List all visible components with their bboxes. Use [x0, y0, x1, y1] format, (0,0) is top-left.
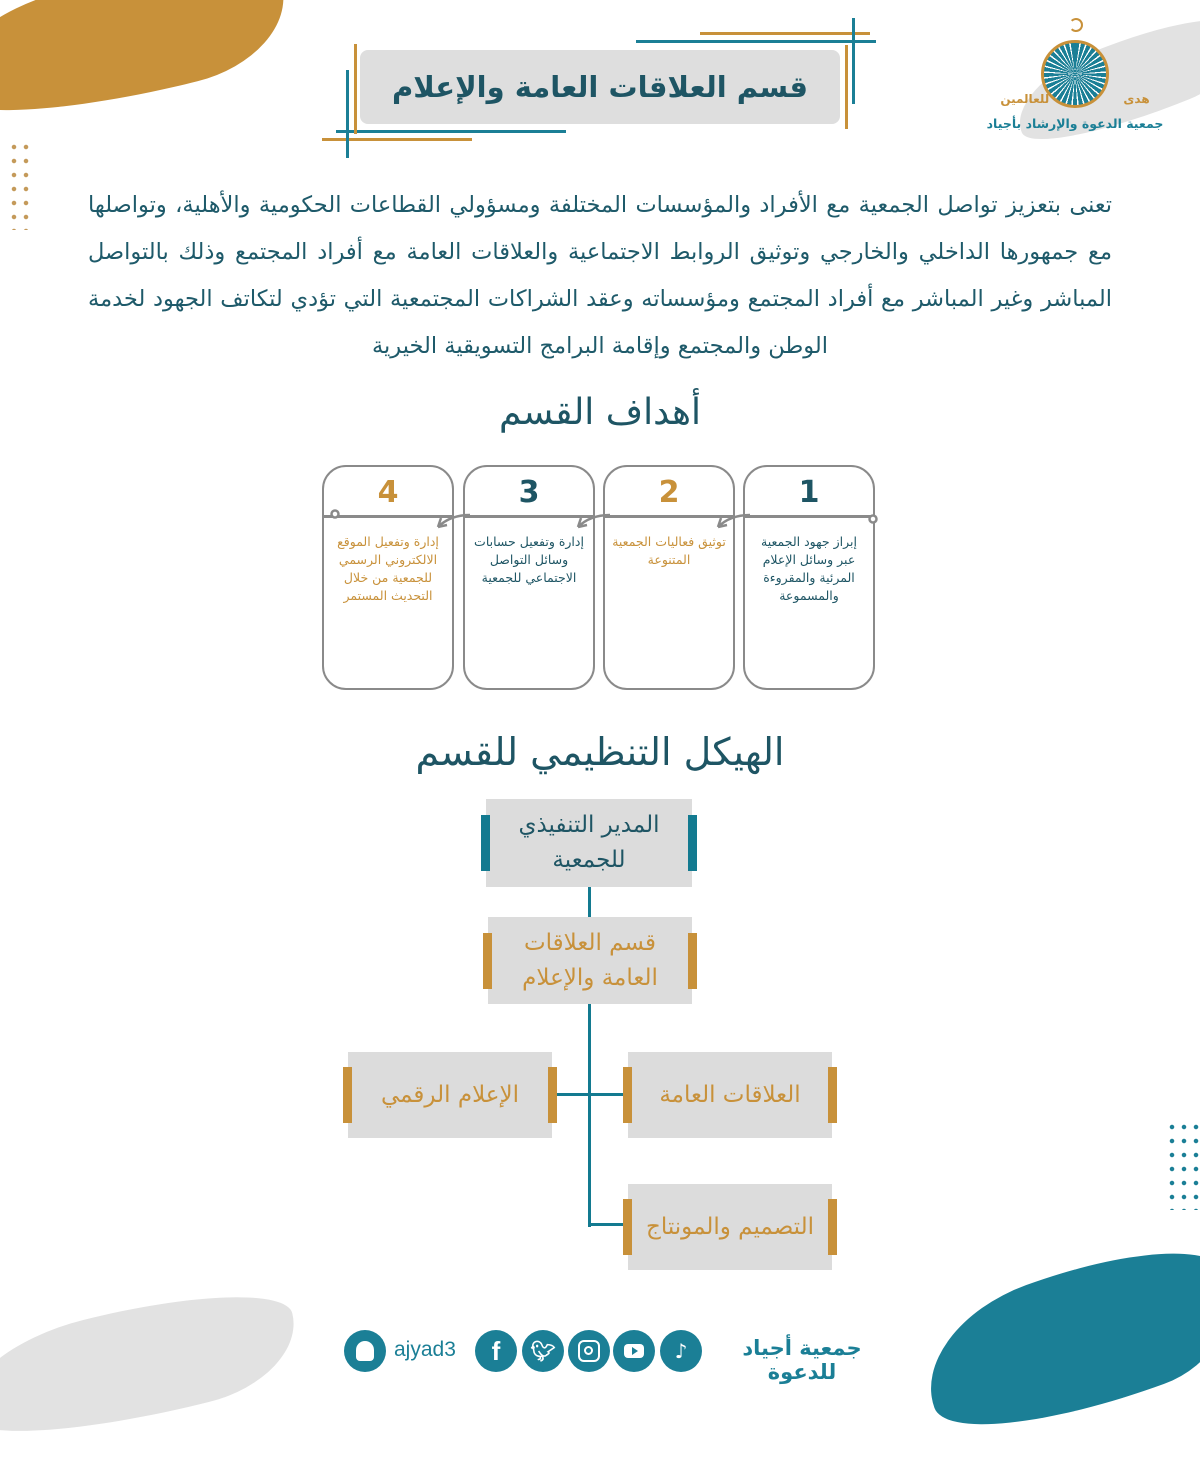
- title-decor-line: [346, 70, 349, 158]
- goals-heading: أهداف القسم: [499, 392, 701, 433]
- node-label: الإعلام الرقمي: [380, 1081, 520, 1108]
- title-decor-line: [354, 44, 357, 134]
- title-decor-line: [852, 18, 855, 104]
- node-accent: [483, 933, 492, 989]
- dots-decoration: [1166, 1120, 1200, 1210]
- gray-brush-decoration: [0, 1271, 308, 1460]
- org-node-department: [488, 917, 692, 1004]
- snapchat-icon[interactable]: [344, 1330, 386, 1372]
- org-node-design-montage: [628, 1184, 832, 1270]
- goal-text: إدارة وتفعيل حسابات وسائل التواصل الاجتماعي للجمعية: [474, 534, 584, 585]
- node-accent: [828, 1199, 837, 1255]
- tiktok-icon[interactable]: ♪: [660, 1330, 702, 1372]
- connector-line: [552, 1093, 628, 1096]
- logo-org: جمعية الدعوة والإرشاد بأجياد: [986, 116, 1164, 131]
- page-title: قسم العلاقات العامة والإعلام: [360, 50, 840, 124]
- footer-org-name: جمعية أجياد للدعوة: [742, 1336, 862, 1384]
- teal-brush-decoration: [906, 1219, 1200, 1460]
- goal-card-2: [603, 465, 735, 690]
- instagram-icon[interactable]: [568, 1330, 610, 1372]
- twitter-icon[interactable]: 🐦︎: [522, 1330, 564, 1372]
- node-accent: [828, 1067, 837, 1123]
- logo-crescent-icon: [1069, 18, 1083, 32]
- goal-number: 2: [658, 474, 680, 510]
- node-label: التصميم والمونتاج: [645, 1213, 815, 1240]
- dots-decoration: [8, 140, 32, 230]
- org-node-director: [486, 799, 692, 887]
- node-accent: [343, 1067, 352, 1123]
- goal-text: إدارة وتفعيل الموقع الالكتروني الرسمي للجمعية من خلال التحديث المستمر: [337, 534, 439, 603]
- goal-text: توثيق فعاليات الجمعية المتنوعة: [612, 534, 726, 567]
- social-handle[interactable]: ajyad3: [394, 1338, 456, 1361]
- title-decor-line: [322, 138, 472, 141]
- node-accent: [481, 815, 490, 871]
- connector-line: [588, 1004, 591, 1227]
- node-accent: [623, 1199, 632, 1255]
- goal-card-3: [463, 465, 595, 690]
- goal-number: 4: [377, 474, 399, 510]
- title-decor-line: [700, 32, 870, 35]
- org-chart-heading: الهيكل التنظيمي للقسم: [415, 730, 785, 774]
- org-node-digital-media: [348, 1052, 552, 1138]
- node-accent: [688, 933, 697, 989]
- gold-brush-decoration: [0, 0, 299, 141]
- connector-line: [588, 1223, 628, 1226]
- goal-number: 3: [518, 474, 540, 510]
- title-decor-line: [636, 40, 876, 43]
- arrow-icons: [320, 505, 880, 535]
- goal-card-1: [743, 465, 875, 690]
- goal-card-4: [322, 465, 454, 690]
- goal-text: إبراز جهود الجمعية عبر وسائل الإعلام المرئية والمقروءة والمسموعة: [761, 534, 857, 603]
- node-label: قسم العلاقات العامة والإعلام: [522, 929, 658, 991]
- node-accent: [623, 1067, 632, 1123]
- youtube-icon[interactable]: [613, 1330, 655, 1372]
- node-accent: [548, 1067, 557, 1123]
- facebook-icon[interactable]: f: [475, 1330, 517, 1372]
- logo: [975, 18, 1175, 138]
- title-decor-line: [845, 45, 848, 129]
- connector-line: [588, 887, 591, 917]
- title-decor-line: [336, 130, 566, 133]
- intro-paragraph: تعنى بتعزيز تواصل الجمعية مع الأفراد والمؤسسات المختلفة ومسؤولي القطاعات الحكومية والأهلية، وتواصلها مع جمهورها الداخلي والخارجي وتوثيق الروابط الاجتماعية والعلاقات العامة مع أفراد المجتمع وذلك بالتواصل المباشر وغير المباشر مع أفراد المجتمع ومؤسساته وعقد الشراكات المجتمعية التي تؤدي لتكاتف الجهود لخدمة الوطن والمجتمع وإقامة البرامج التسويقية الخيرية: [88, 192, 1112, 359]
- goal-number: 1: [798, 474, 820, 510]
- org-node-public-relations: [628, 1052, 832, 1138]
- logo-name: هدى للعالمين: [1000, 92, 1150, 106]
- node-label: المدير التنفيذي للجمعية: [518, 812, 660, 873]
- node-accent: [688, 815, 697, 871]
- node-label: العلاقات العامة: [659, 1081, 801, 1108]
